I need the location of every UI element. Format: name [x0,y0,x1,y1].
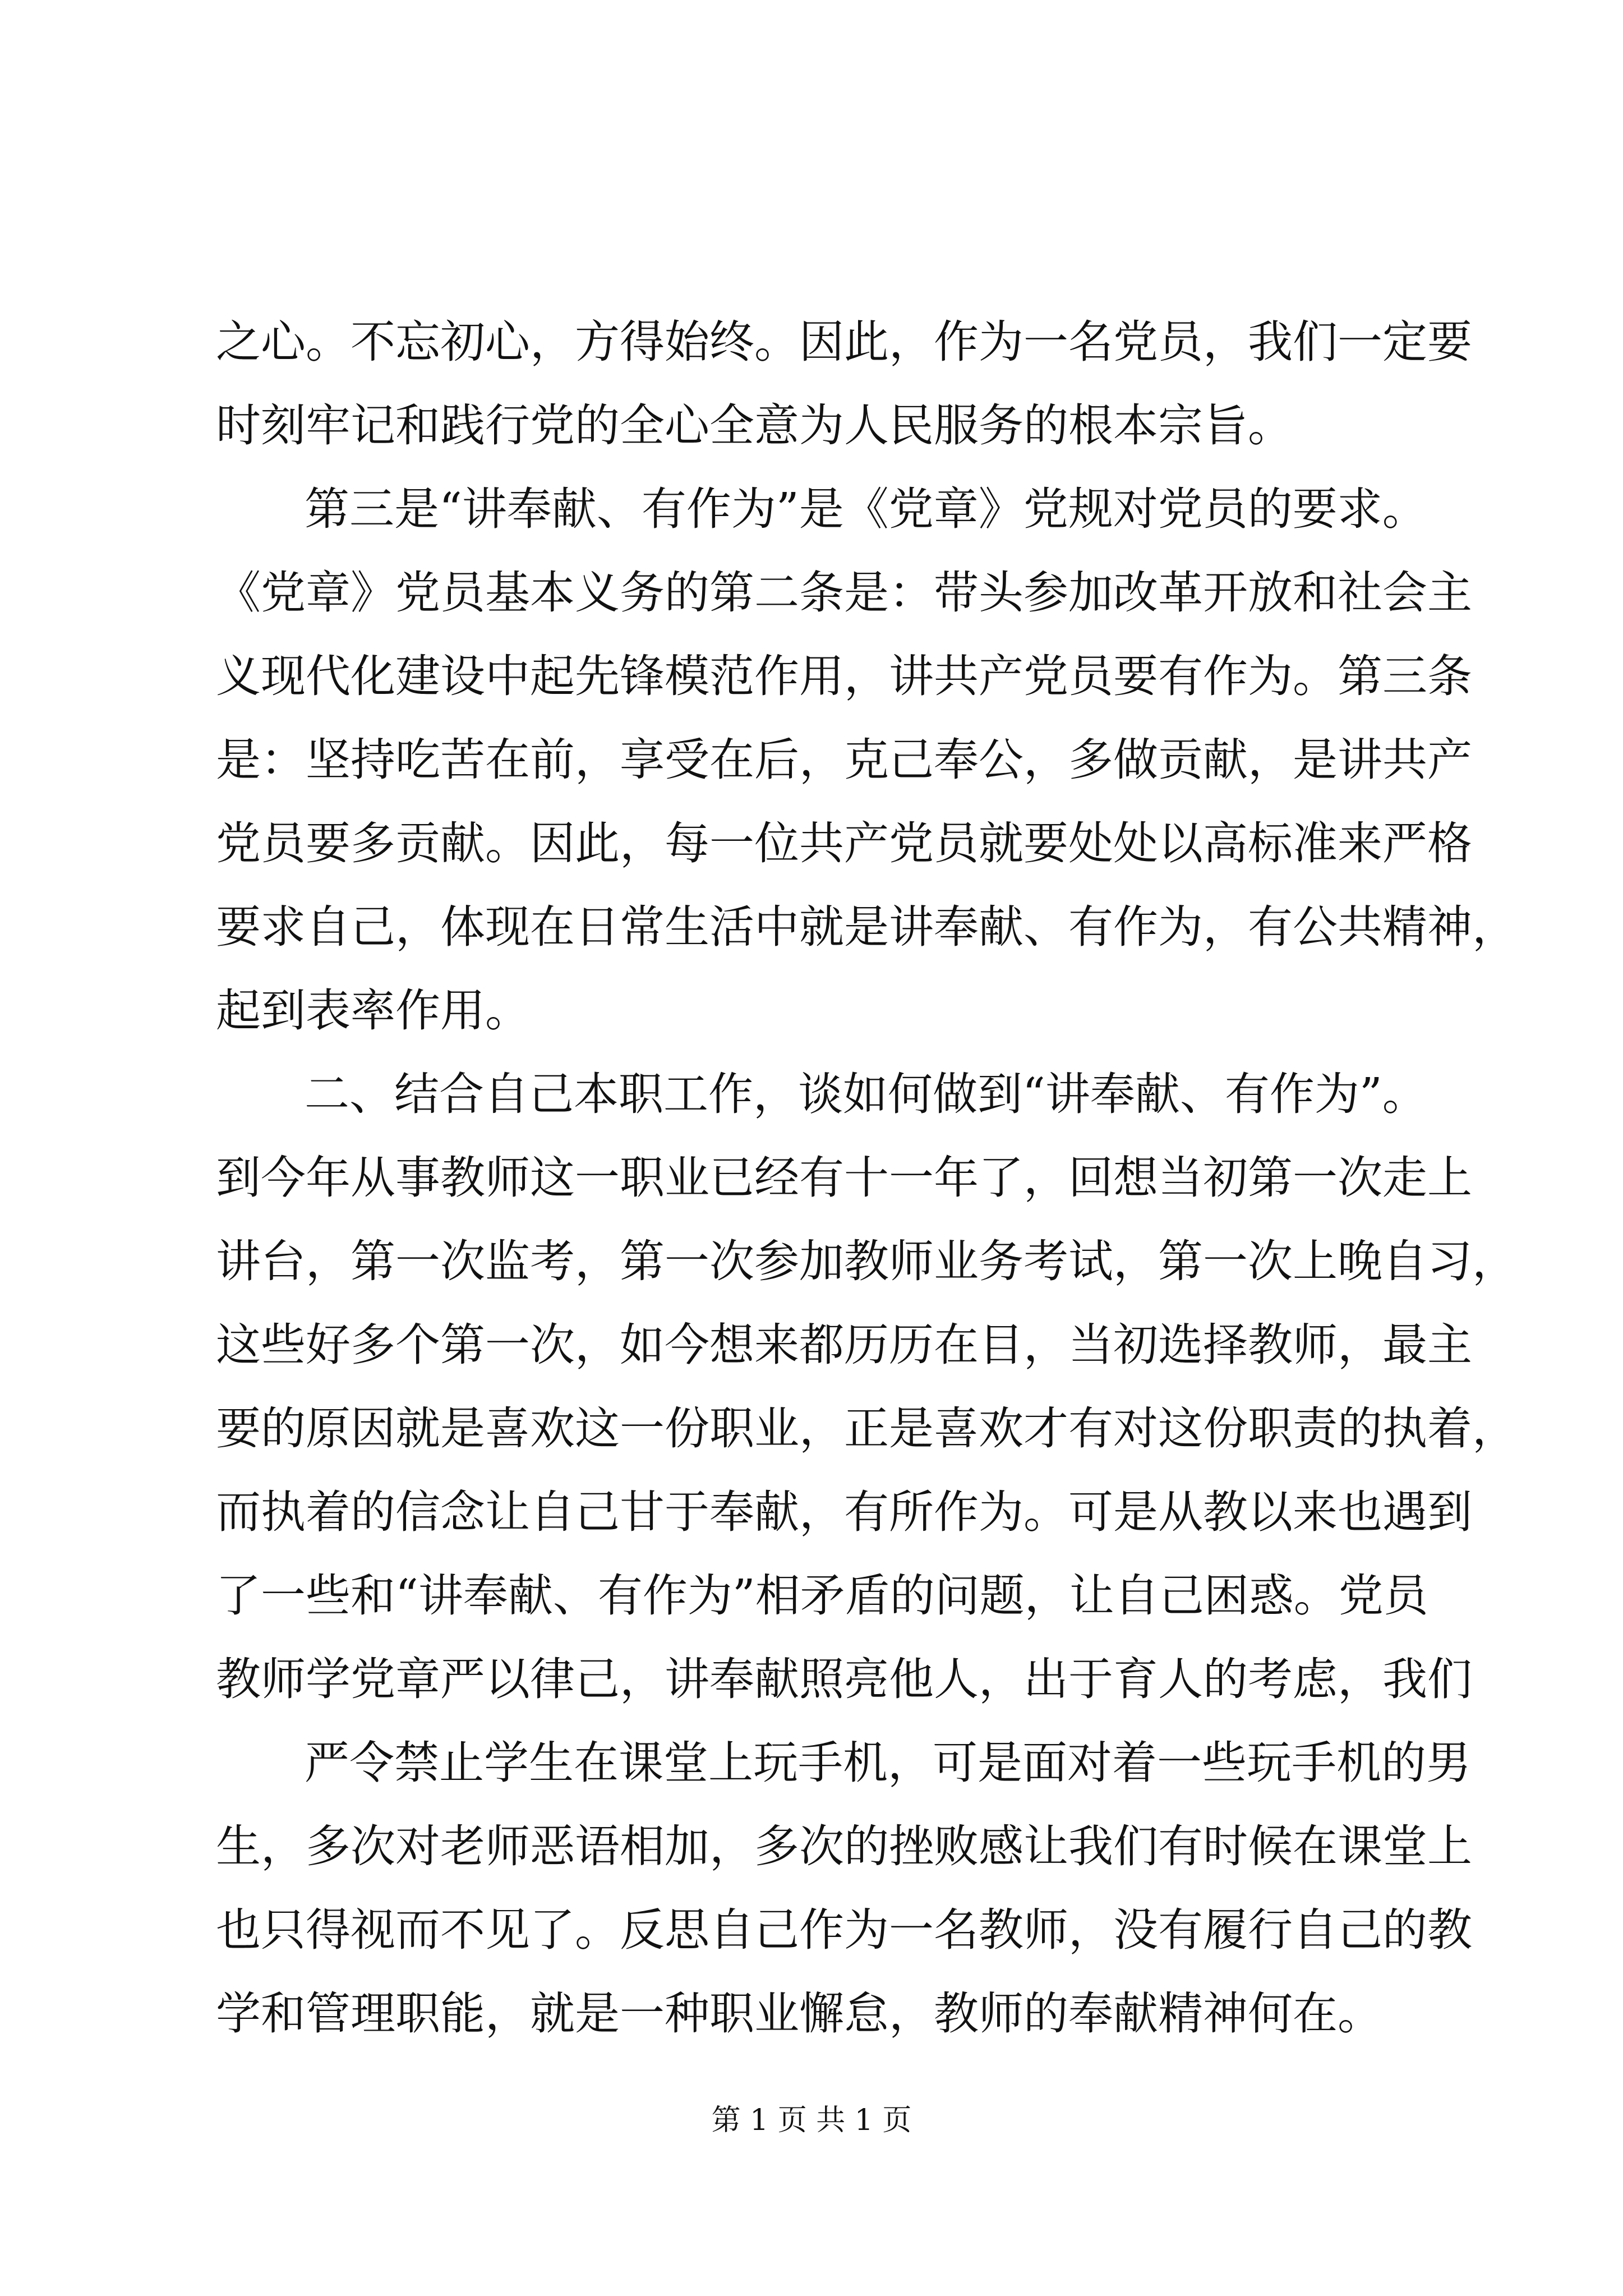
text-line-11: 到今年从事教师这一职业已经有十一年了，回想当初第一次走上 [216,1152,1472,1204]
text-line-15: 而执着的信念让自己甘于奉献，有所作为。可是从教以来也遇到 [216,1486,1472,1538]
text-line-9: 起到表率作用。 [216,984,530,1037]
text-line-20: 也只得视而不见了。反思自己作为一名教师，没有履行自己的教 [216,1904,1472,1956]
text-line-2: 时刻牢记和践行党的全心全意为人民服务的根本宗旨。 [216,399,1293,452]
text-line-16: 了一些和“讲奉献、有作为”相矛盾的问题，让自己困惑。党员 [216,1570,1428,1622]
text-line-5: 义现代化建设中起先锋模范作用，讲共产党员要有作为。第三条 [216,650,1472,702]
text-line-6: 是：坚持吃苦在前，享受在后，克己奉公，多做贡献，是讲共产 [216,734,1472,786]
page-footer: 第 1 页 共 1 页 [711,2104,912,2137]
text-line-1: 之心。不忘初心，方得始终。因此，作为一名党员，我们一定要 [216,316,1472,368]
text-line-21: 学和管理职能，就是一种职业懈怠，教师的奉献精神何在。 [216,1987,1382,2040]
text-line-10: 二、结合自己本职工作，谈如何做到“讲奉献、有作为”。 [305,1068,1427,1120]
text-line-12: 讲台，第一次监考，第一次参加教师业务考试，第一次上晚自习， [216,1235,1517,1287]
text-line-7: 党员要多贡献。因此，每一位共产党员就要处处以高标准来严格 [216,817,1472,869]
text-line-18: 严令禁止学生在课堂上玩手机，可是面对着一些玩手机的男 [305,1737,1471,1789]
text-line-14: 要的原因就是喜欢这一份职业，正是喜欢才有对这份职责的执着， [216,1402,1517,1455]
text-line-17: 教师学党章严以律己，讲奉献照亮他人，出于育人的考虑，我们 [216,1653,1472,1705]
text-line-4: 《党章》党员基本义务的第二条是：带头参加改革开放和社会主 [216,567,1472,619]
text-line-8: 要求自己，体现在日常生活中就是讲奉献、有作为，有公共精神， [216,901,1517,953]
text-line-19: 生，多次对老师恶语相加，多次的挫败感让我们有时候在课堂上 [216,1820,1472,1872]
text-line-3: 第三是“讲奉献、有作为”是《党章》党规对党员的要求。 [305,483,1427,535]
text-line-13: 这些好多个第一次，如今想来都历历在目，当初选择教师，最主 [216,1319,1472,1371]
body-text [216,300,1517,2055]
